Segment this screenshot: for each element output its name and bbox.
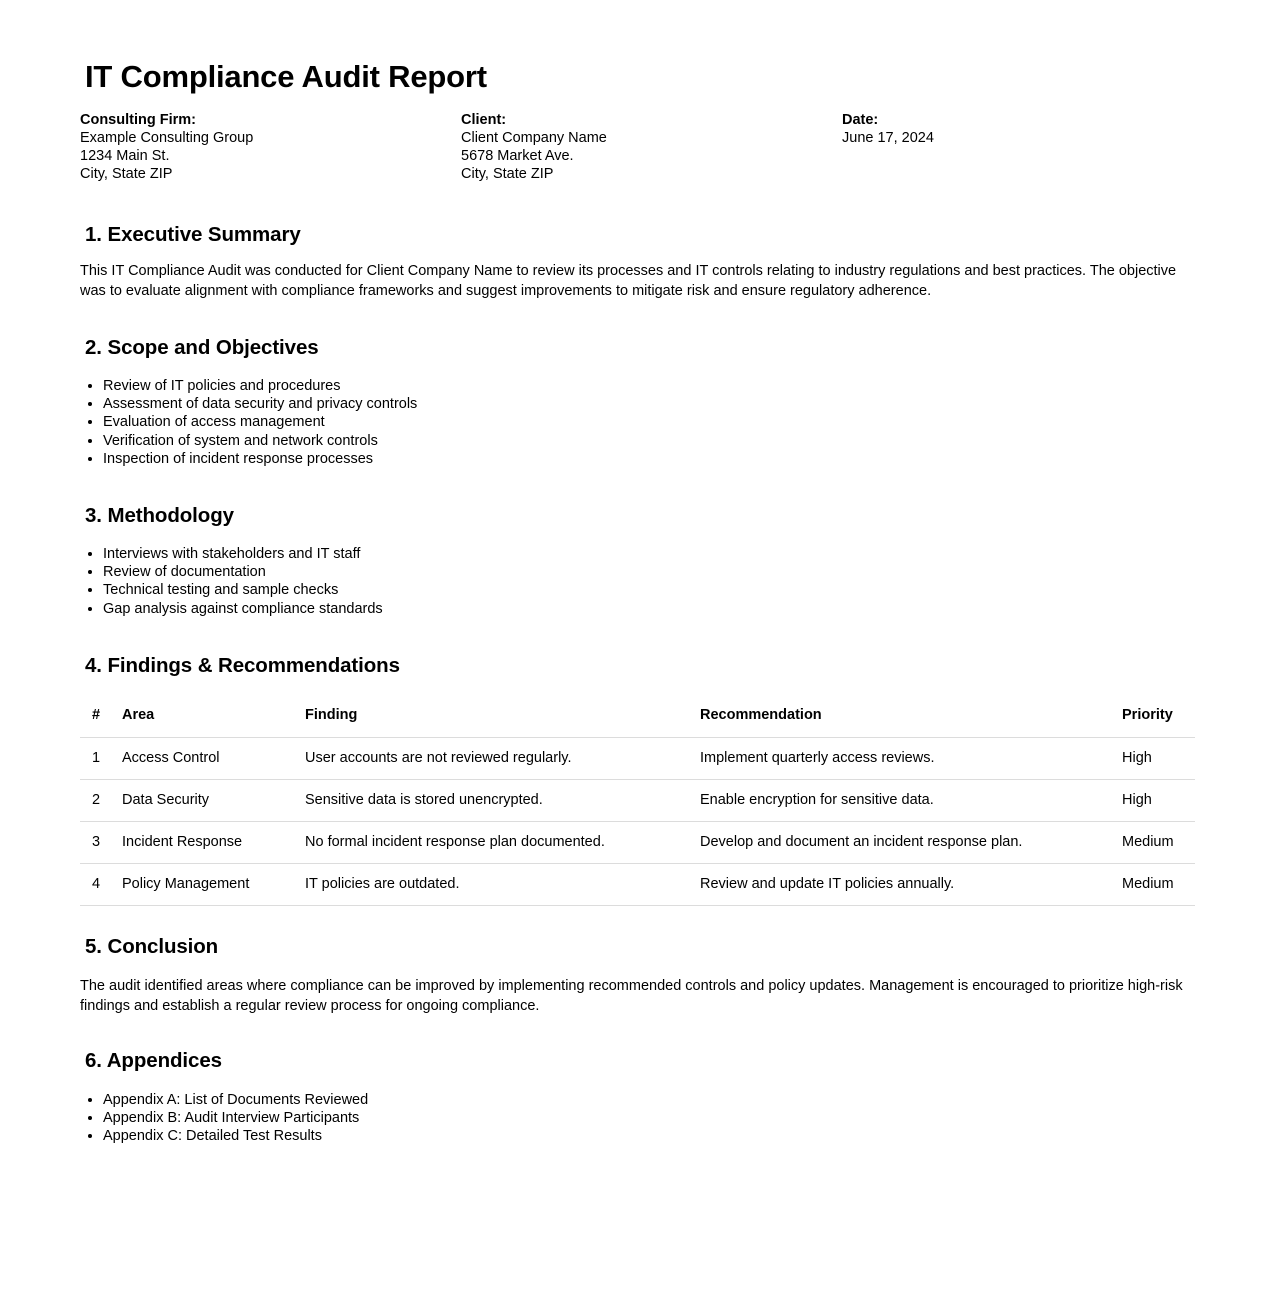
table-row: [80, 822, 1195, 864]
date-label: Date:: [842, 112, 879, 128]
column-header-priority: Priority: [1122, 707, 1173, 723]
table-row: [80, 738, 1195, 780]
list-item: • Assessment of data security and privacy controls: [103, 395, 417, 413]
section-heading-executive-summary: 1. Executive Summary: [85, 223, 301, 246]
list-item: • Review of documentation: [103, 563, 383, 581]
cell-finding: IT policies are outdated.: [305, 864, 700, 906]
cell-recommendation: Enable encryption for sensitive data.: [700, 780, 1122, 822]
date-block: [842, 111, 1198, 183]
list-item: • Review of IT policies and procedures: [103, 377, 417, 395]
cell-priority: Medium: [1122, 864, 1195, 906]
consulting-firm-city: City, State ZIP: [80, 166, 173, 182]
cell-finding: Sensitive data is stored unencrypted.: [305, 780, 700, 822]
cell-finding: No formal incident response plan documented.: [305, 822, 700, 864]
cell-area: Access Control: [122, 738, 305, 780]
cell-number: 1: [80, 738, 122, 780]
list-item: • Gap analysis against compliance standards: [103, 600, 383, 618]
cell-recommendation: Develop and document an incident response plan.: [700, 822, 1122, 864]
list-item: • Inspection of incident response processes: [103, 450, 417, 468]
table-header-row: [80, 707, 1195, 738]
cell-area: Policy Management: [122, 864, 305, 906]
column-header-recommendation: Recommendation: [700, 707, 822, 723]
cell-number: 2: [80, 780, 122, 822]
methodology-list: [80, 545, 383, 618]
section-heading-appendices: 6. Appendices: [85, 1049, 222, 1072]
list-item: • Appendix C: Detailed Test Results: [103, 1127, 368, 1145]
section-heading-scope: 2. Scope and Objectives: [85, 336, 319, 359]
column-header-finding: Finding: [305, 707, 358, 723]
client-name: Client Company Name: [461, 130, 607, 146]
column-header-area: Area: [122, 707, 155, 723]
cell-recommendation: Review and update IT policies annually.: [700, 864, 1122, 906]
cell-area: Incident Response: [122, 822, 305, 864]
page-title: IT Compliance Audit Report: [85, 59, 487, 94]
consulting-firm-name: Example Consulting Group: [80, 130, 254, 146]
appendices-list: [80, 1091, 368, 1146]
conclusion-paragraph: The audit identified areas where compliance can be improved by implementing recommended controls and policy updates. Management is encouraged to prioritize high-risk findings and establish a regular review process for ongoing compliance.: [80, 978, 1183, 1014]
document-meta-block: [80, 111, 1198, 183]
consulting-firm-block: [80, 111, 461, 183]
client-label: Client:: [461, 112, 507, 128]
client-street: 5678 Market Ave.: [461, 148, 574, 164]
cell-recommendation: Implement quarterly access reviews.: [700, 738, 1122, 780]
scope-list: [80, 377, 417, 468]
cell-finding: User accounts are not reviewed regularly.: [305, 738, 700, 780]
findings-table: [80, 707, 1195, 906]
table-row: [80, 864, 1195, 906]
list-item: • Appendix B: Audit Interview Participants: [103, 1109, 368, 1127]
client-block: [461, 111, 842, 183]
consulting-firm-street: 1234 Main St.: [80, 148, 170, 164]
list-item: • Appendix A: List of Documents Reviewed: [103, 1091, 368, 1109]
list-item: • Interviews with stakeholders and IT staff: [103, 545, 383, 563]
column-header-number: #: [92, 707, 101, 723]
cell-area: Data Security: [122, 780, 305, 822]
list-item: • Evaluation of access management: [103, 413, 417, 431]
list-item: • Verification of system and network controls: [103, 432, 417, 450]
cell-number: 4: [80, 864, 122, 906]
cell-number: 3: [80, 822, 122, 864]
cell-priority: Medium: [1122, 822, 1195, 864]
list-item: • Technical testing and sample checks: [103, 581, 383, 599]
cell-priority: High: [1122, 780, 1195, 822]
consulting-firm-label: Consulting Firm:: [80, 112, 196, 128]
executive-summary-paragraph: This IT Compliance Audit was conducted for Client Company Name to review its processes and IT controls relating to industry regulations and best practices. The objective was to evaluate alignment with compliance frameworks and suggest improvements to mitigate risk and ensure regulatory adherence.: [80, 263, 1177, 299]
section-heading-findings: 4. Findings & Recommendations: [85, 654, 400, 677]
table-row: [80, 780, 1195, 822]
date-value: June 17, 2024: [842, 130, 934, 146]
findings-table-head: [80, 707, 1195, 738]
section-heading-conclusion: 5. Conclusion: [85, 935, 219, 958]
findings-table-body: [80, 738, 1195, 906]
section-heading-methodology: 3. Methodology: [85, 504, 234, 527]
cell-priority: High: [1122, 738, 1195, 780]
client-city: City, State ZIP: [461, 166, 554, 182]
